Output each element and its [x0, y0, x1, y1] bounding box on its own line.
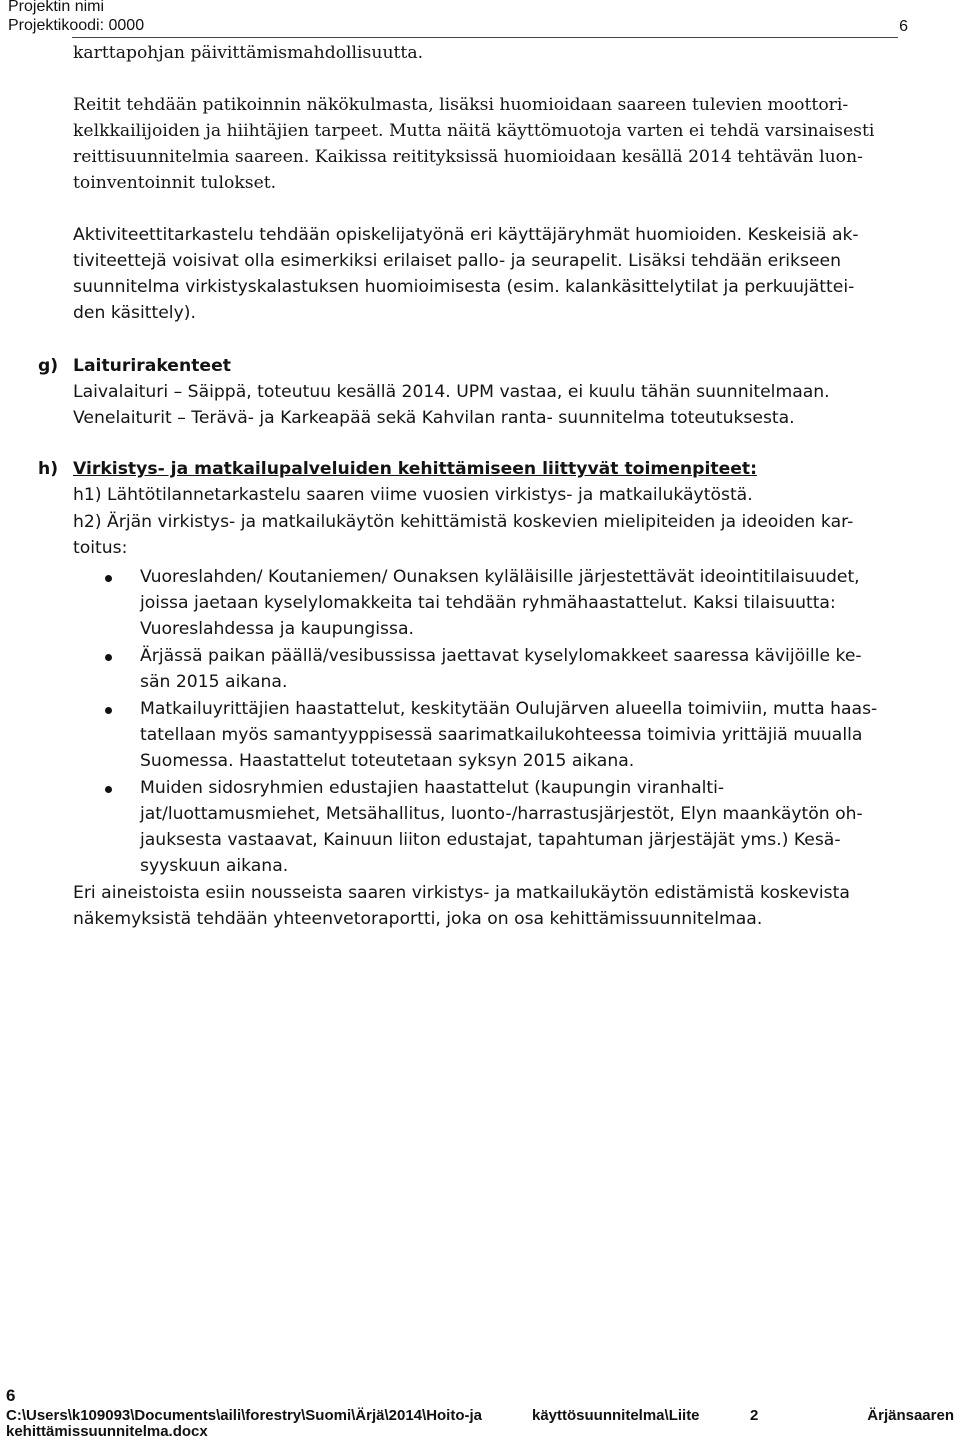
section-g-letter: g) [38, 356, 59, 376]
routes-line-2: kelkkailijoiden ja hiihtäjien tarpeet. Mutta näitä käyttömuotoja varten ei tehdä varsinaisesti [73, 121, 875, 141]
activities-line-1: Aktiviteettitarkastelu tehdään opiskelijatyönä eri käyttäjäryhmät huomioiden. Keskeisiä ak- [73, 225, 859, 245]
footer-path-part-3: 2 [750, 1407, 759, 1424]
activities-line-2: tiviteettejä voisivat olla esimerkiksi erilaiset pallo- ja seurapelit. Lisäksi tehdään erikseen [73, 251, 841, 271]
bullet-4-line-1: Muiden sidosryhmien edustajien haastattelut (kaupungin viranhalti- [140, 778, 725, 798]
bullet-2-line-2: sän 2015 aikana. [140, 672, 288, 692]
activities-line-3: suunnitelma virkistyskalastuksen huomioimisesta (esim. kalankäsittelytilat ja perkuujättei- [73, 277, 855, 297]
routes-line-3: reittisuunnitelmia saareen. Kaikissa reitityksissä huomioidaan kesällä 2014 tehtävän luon- [73, 147, 863, 167]
section-g-line-1: Laivalaituri – Säippä, toteutuu kesällä 2014. UPM vastaa, ei kuulu tähän suunnitelmaan. [73, 382, 830, 402]
bullet-dot [105, 786, 112, 793]
section-h-title: Virkistys- ja matkailupalveluiden kehittämiseen liittyvät toimenpiteet: [73, 459, 757, 479]
bullet-dot [105, 575, 112, 582]
header-divider [72, 37, 898, 38]
bullet-4-line-4: syyskuun aikana. [140, 856, 289, 876]
project-name: Projektin nimi [8, 0, 105, 15]
project-code: Projektikoodi: 0000 [8, 17, 145, 34]
bullet-4-line-2: jat/luottamusmiehet, Metsähallitus, luonto-/harrastusjärjestöt, Elyn maankäytön oh- [140, 804, 863, 824]
bullet-1-line-3: Vuoreslahdessa ja kaupungissa. [140, 619, 414, 639]
bullet-dot [105, 654, 112, 661]
footer-path-line-2: kehittämissuunnitelma.docx [6, 1423, 208, 1440]
routes-line-4: toinventoinnit tulokset. [73, 173, 277, 193]
footer-path-part-1: C:\Users\k109093\Documents\aili\forestry\Suomi\Ärjä\2014\Hoito-ja [6, 1407, 483, 1424]
section-g-title: Laiturirakenteet [73, 356, 231, 376]
section-h-letter: h) [38, 459, 59, 479]
bullet-4-line-3: jauksesta vastaavat, Kainuun liiton edustajat, tapahtuman järjestäjät yms.) Kesä- [140, 830, 841, 850]
footer-page-number: 6 [6, 1386, 16, 1405]
footer-path-part-2: käyttösuunnitelma\Liite [532, 1407, 700, 1424]
bullet-3-line-1: Matkailuyrittäjien haastattelut, keskitytään Oulujärven alueella toimiviin, mutta haas- [140, 699, 878, 719]
activities-line-4: den käsittely). [73, 303, 196, 323]
section-h-h2-line-1: h2) Ärjän virkistys- ja matkailukäytön kehittämistä koskevien mielipiteiden ja ideoiden kar- [73, 512, 854, 532]
routes-line-1: Reitit tehdään patikoinnin näkökulmasta, lisäksi huomioidaan saareen tulevien moottori- [73, 95, 849, 115]
bullet-2-line-1: Ärjässä paikan päällä/vesibussissa jaettavat kyselylomakkeet saaressa kävijöille ke- [140, 646, 862, 666]
bullet-1-line-2: joissa jaetaan kyselylomakkeita tai tehdään ryhmähaastattelut. Kaksi tilaisuutta: [140, 593, 836, 613]
closing-line-2: näkemyksistä tehdään yhteenvetoraportti, joka on osa kehittämissuunnitelmaa. [73, 909, 763, 929]
header-page-number: 6 [899, 18, 908, 35]
bullet-dot [105, 707, 112, 714]
bullet-3-line-3: Suomessa. Haastattelut toteutetaan syksyn 2015 aikana. [140, 751, 635, 771]
bullet-1-line-1: Vuoreslahden/ Koutaniemen/ Ounaksen kyläläisille järjestettävät ideointitilaisuudet, [140, 567, 860, 587]
closing-line-1: Eri aineistoista esiin nousseista saaren virkistys- ja matkailukäytön edistämistä koskevista [73, 883, 850, 903]
section-h-h2-line-2: toitus: [73, 538, 128, 558]
section-h-h1: h1) Lähtötilannetarkastelu saaren viime vuosien virkistys- ja matkailukäytöstä. [73, 485, 753, 505]
footer-path-part-4: Ärjänsaaren [867, 1407, 954, 1424]
bullet-3-line-2: tatellaan myös samantyyppisessä saarimatkailukohteessa toimivia yrittäjiä muualla [140, 725, 863, 745]
section-g-line-2: Venelaiturit – Terävä- ja Karkeapää sekä Kahvilan ranta- suunnitelma toteutuksesta. [73, 408, 795, 428]
intro-line: karttapohjan päivittämismahdollisuutta. [73, 43, 424, 63]
